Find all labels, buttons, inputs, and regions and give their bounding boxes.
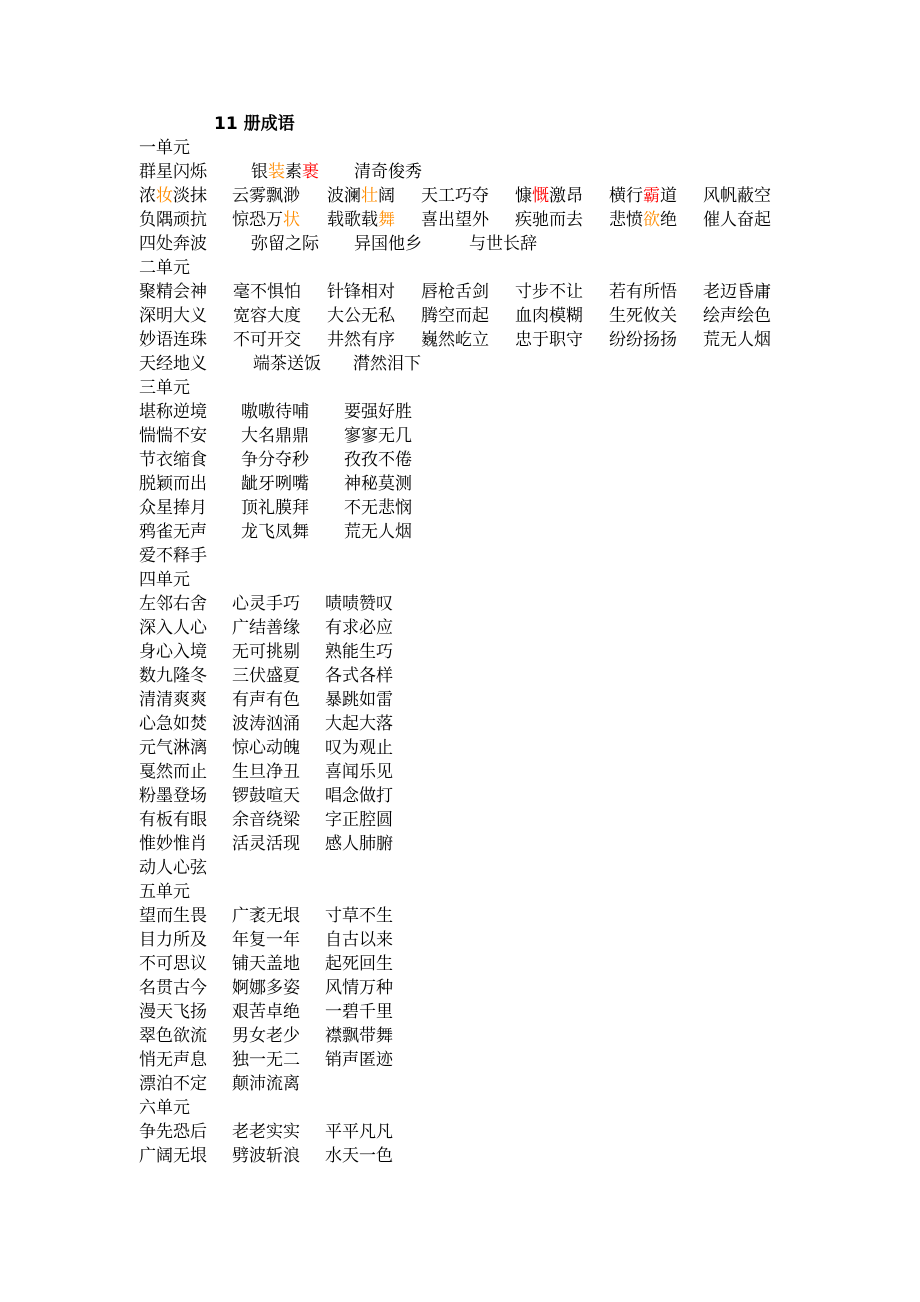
idiom [609,208,703,232]
idiom: 井然有序 [327,330,395,350]
idiom-text: 横行 [609,186,643,206]
idiom [354,160,469,184]
idiom-text: 浓 [139,186,156,206]
idiom-text: 载歌载 [327,210,378,230]
idiom: 戛然而止 [139,762,207,782]
idiom [232,208,327,232]
idiom: 深明大义 [139,306,207,326]
idiom-row [139,496,839,520]
idiom-row [139,208,839,232]
idiom-row [139,616,839,640]
idiom-row [139,1000,839,1024]
idiom: 龇牙咧嘴 [241,474,309,494]
idiom: 波涛汹涌 [232,714,300,734]
idiom [251,160,354,184]
idiom-row [139,472,839,496]
idiom: 粉墨登场 [139,786,207,806]
idiom-text: 悲愤 [609,210,643,230]
idiom: 大名鼎鼎 [241,426,309,446]
idiom: 老老实实 [232,1122,300,1142]
idiom: 龙飞凤舞 [241,522,309,542]
idiom: 字正腔圆 [325,810,393,830]
idiom [515,208,609,232]
idiom [327,208,421,232]
idiom-row [139,160,839,184]
highlighted-char: 裹 [302,162,319,182]
idiom: 唱念做打 [325,786,393,806]
idiom: 毫不惧怕 [233,282,301,302]
unit-heading: 四单元 [139,570,190,590]
idiom: 生旦净丑 [232,762,300,782]
unit-section [139,376,839,568]
idiom-text: 绝 [660,210,677,230]
idiom-text: 激昂 [549,186,583,206]
idiom: 若有所悟 [609,282,677,302]
idiom: 平平凡凡 [325,1122,393,1142]
highlighted-char: 霸 [643,186,660,206]
idiom: 男女老少 [232,1026,300,1046]
idiom-text: 清奇俊秀 [354,162,422,182]
idiom: 三伏盛夏 [232,666,300,686]
idiom-row [139,928,839,952]
idiom [421,184,515,208]
highlighted-char: 壮 [361,186,378,206]
idiom: 动人心弦 [139,858,207,878]
unit-section [139,568,839,880]
idiom: 惟妙惟肖 [139,834,207,854]
idiom: 漂泊不定 [139,1074,207,1094]
idiom: 自古以来 [325,930,393,950]
idiom: 天经地义 [139,354,207,374]
idiom: 腾空而起 [421,306,489,326]
idiom-row [139,1024,839,1048]
idiom: 锣鼓喧天 [232,786,300,806]
idiom: 感人肺腑 [325,834,393,854]
idiom: 寸步不让 [515,282,583,302]
idiom: 针锋相对 [327,282,395,302]
idiom [232,184,327,208]
idiom: 争分夺秒 [241,450,309,470]
idiom: 要强好胜 [344,402,412,422]
idiom: 水天一色 [325,1146,393,1166]
idiom-text: 银 [251,162,268,182]
idiom: 妙语连珠 [139,330,207,350]
idiom-text: 波澜 [327,186,361,206]
idiom: 余音绕梁 [232,810,300,830]
idiom: 端茶送饭 [253,354,321,374]
highlighted-char: 妆 [156,186,173,206]
idiom [139,184,232,208]
idiom: 无可挑剔 [232,642,300,662]
idiom: 脱颖而出 [139,474,207,494]
idiom: 名贯古今 [139,978,207,998]
idiom-text: 负隅顽抗 [139,210,207,230]
unit-heading: 一单元 [139,138,190,158]
idiom [609,184,703,208]
idiom: 左邻右舍 [139,594,207,614]
idiom: 铺天盖地 [232,954,300,974]
idiom-text: 催人奋起 [703,210,771,230]
idiom: 独一无二 [232,1050,300,1070]
highlighted-char: 装 [268,162,285,182]
idiom [421,208,515,232]
idiom-row [139,448,839,472]
idiom: 目力所及 [139,930,207,950]
idiom: 广结善缘 [232,618,300,638]
idiom [703,184,771,208]
idiom: 年复一年 [232,930,300,950]
idiom-text: 惊恐万 [232,210,283,230]
idiom: 深入人心 [139,618,207,638]
idiom: 纷纷扬扬 [609,330,677,350]
idiom: 惊心动魄 [232,738,300,758]
idiom-text: 淡抹 [173,186,207,206]
idiom: 聚精会神 [139,282,207,302]
idiom: 节衣缩食 [139,450,207,470]
idiom: 争先恐后 [139,1122,207,1142]
idiom: 孜孜不倦 [344,450,412,470]
idiom [703,208,771,232]
idiom: 唇枪舌剑 [421,282,489,302]
idiom [139,208,232,232]
idiom-row [139,280,839,304]
idiom: 大公无私 [327,306,395,326]
idiom-text: 与世长辞 [469,234,537,254]
idiom: 望而生畏 [139,906,207,926]
idiom: 爱不释手 [139,546,207,566]
idiom-text: 阔 [378,186,395,206]
idiom: 叹为观止 [325,738,393,758]
idiom: 寥寥无几 [344,426,412,446]
idiom: 活灵活现 [232,834,300,854]
idiom: 襟飘带舞 [325,1026,393,1046]
idiom: 嗷嗷待哺 [241,402,309,422]
idiom: 不可开交 [233,330,301,350]
idiom: 不可思议 [139,954,207,974]
idiom-row [139,784,839,808]
idiom-text: 弥留之际 [251,234,319,254]
idiom-text: 天工巧夺 [421,186,489,206]
idiom-row [139,1120,839,1144]
idiom: 潸然泪下 [353,354,421,374]
idiom: 劈波斩浪 [232,1146,300,1166]
idiom: 艰苦卓绝 [232,1002,300,1022]
unit-heading: 五单元 [139,882,190,902]
idiom [469,232,563,256]
idiom-row [139,712,839,736]
idiom: 鸦雀无声 [139,522,207,542]
idiom-text: 素 [285,162,302,182]
idiom-row [139,304,839,328]
idiom: 寸草不生 [325,906,393,926]
idiom: 熟能生巧 [325,642,393,662]
idiom: 广阔无垠 [139,1146,207,1166]
unit-heading: 六单元 [139,1098,190,1118]
idiom: 大起大落 [325,714,393,734]
idiom: 广袤无垠 [232,906,300,926]
unit-section [139,136,839,256]
idiom [354,232,469,256]
unit-section [139,880,839,1096]
idiom-row [139,736,839,760]
idiom: 漫天飞扬 [139,1002,207,1022]
idiom: 巍然屹立 [421,330,489,350]
idiom: 顶礼膜拜 [241,498,309,518]
unit-heading: 三单元 [139,378,190,398]
idiom: 堪称逆境 [139,402,207,422]
idiom: 荒无人烟 [703,330,771,350]
idiom-row [139,1072,839,1096]
idiom-row [139,232,839,256]
idiom-row [139,856,839,880]
idiom: 翠色欲流 [139,1026,207,1046]
idiom [139,160,251,184]
idiom: 生死攸关 [609,306,677,326]
idiom: 绘声绘色 [703,306,771,326]
idiom: 血肉模糊 [515,306,583,326]
idiom-row [139,544,839,568]
idiom: 清清爽爽 [139,690,207,710]
idiom-row [139,976,839,1000]
highlighted-char: 状 [283,210,300,230]
idiom-text: 异国他乡 [354,234,422,254]
idiom-row [139,688,839,712]
idiom-text: 四处奔波 [139,234,207,254]
idiom-text: 喜出望外 [421,210,489,230]
idiom: 风情万种 [325,978,393,998]
idiom-row [139,808,839,832]
idiom-row [139,400,839,424]
idiom: 不无悲悯 [344,498,412,518]
idiom-row [139,952,839,976]
idiom-row [139,328,839,352]
idiom-text: 云雾飘渺 [232,186,300,206]
unit-section [139,256,839,376]
highlighted-char: 慨 [532,186,549,206]
idiom-row [139,592,839,616]
idiom: 心灵手巧 [232,594,300,614]
highlighted-char: 欲 [643,210,660,230]
idiom: 神秘莫测 [344,474,412,494]
idiom: 心急如焚 [139,714,207,734]
idiom: 数九隆冬 [139,666,207,686]
idiom: 喜闻乐见 [325,762,393,782]
idiom-row [139,184,839,208]
document-body [139,112,839,1168]
idiom: 有声有色 [232,690,300,710]
idiom-row [139,640,839,664]
idiom-row [139,832,839,856]
idiom [327,184,421,208]
document-title: 11 册成语 [214,114,295,134]
idiom: 宽容大度 [233,306,301,326]
idiom-text: 群星闪烁 [139,162,207,182]
idiom: 起死回生 [325,954,393,974]
idiom: 有求必应 [325,618,393,638]
idiom-row [139,1144,839,1168]
idiom: 身心入境 [139,642,207,662]
idiom-text: 慷 [515,186,532,206]
idiom: 惴惴不安 [139,426,207,446]
highlighted-char: 舞 [378,210,395,230]
idiom: 老迈昏庸 [703,282,771,302]
idiom: 暴跳如雷 [325,690,393,710]
idiom: 元气淋漓 [139,738,207,758]
unit-heading: 二单元 [139,258,190,278]
idiom-row [139,424,839,448]
idiom: 啧啧赞叹 [325,594,393,614]
idiom: 销声匿迹 [325,1050,393,1070]
idiom-text: 道 [660,186,677,206]
idiom [515,184,609,208]
idiom: 忠于职守 [515,330,583,350]
idiom-row [139,1048,839,1072]
idiom-text: 风帆蔽空 [703,186,771,206]
idiom [251,232,354,256]
idiom-row [139,904,839,928]
unit-section [139,1096,839,1168]
idiom: 颠沛流离 [232,1074,300,1094]
idiom: 悄无声息 [139,1050,207,1070]
idiom: 婀娜多姿 [232,978,300,998]
idiom: 一碧千里 [325,1002,393,1022]
idiom: 各式各样 [325,666,393,686]
idiom-row [139,520,839,544]
idiom-row [139,760,839,784]
idiom: 众星捧月 [139,498,207,518]
idiom: 有板有眼 [139,810,207,830]
units-container [139,136,839,1168]
idiom-text: 疾驰而去 [515,210,583,230]
idiom-row [139,352,839,376]
idiom: 荒无人烟 [344,522,412,542]
idiom [139,232,251,256]
idiom-row [139,664,839,688]
